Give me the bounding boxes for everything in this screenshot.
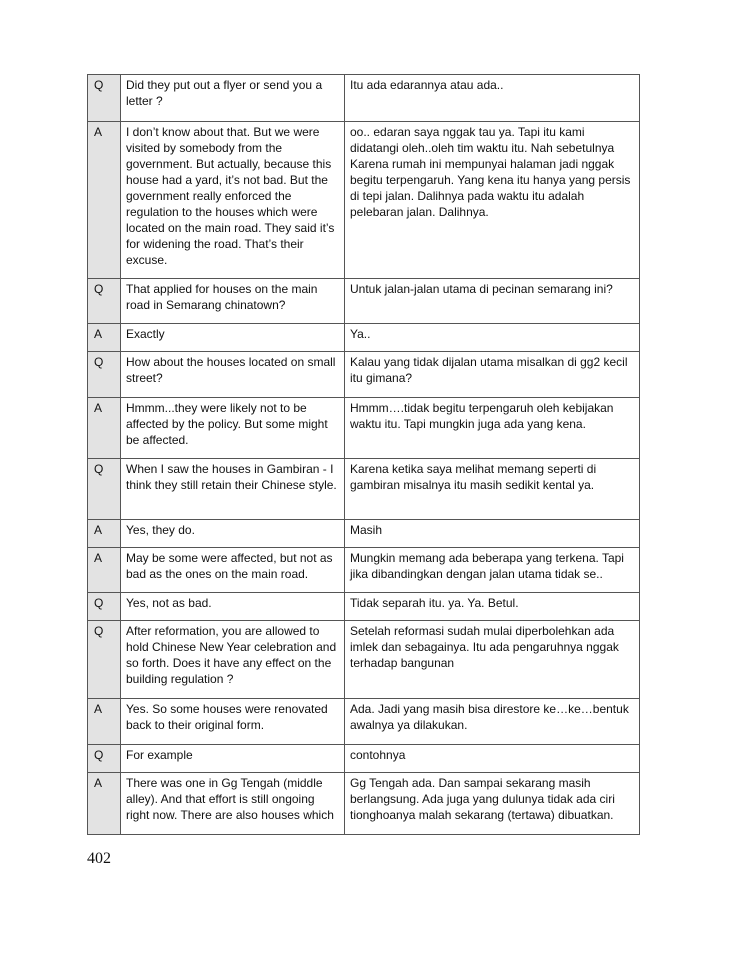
table-row bbox=[88, 75, 640, 122]
indonesian-cell: Kalau yang tidak dijalan utama misalkan di gg2 kecil itu gimana? bbox=[345, 352, 640, 398]
table-row bbox=[88, 520, 640, 548]
table-row bbox=[88, 773, 640, 835]
table-row bbox=[88, 699, 640, 745]
speaker-cell: Q bbox=[88, 75, 121, 122]
english-cell: That applied for houses on the main road in Semarang chinatown? bbox=[121, 279, 345, 324]
english-cell: May be some were affected, but not as bad as the ones on the main road. bbox=[121, 548, 345, 593]
table-row bbox=[88, 122, 640, 279]
indonesian-cell: Untuk jalan-jalan utama di pecinan semarang ini? bbox=[345, 279, 640, 324]
english-cell: I don’t know about that. But we were visited by somebody from the government. But actually, because this house had a yard, it’s not bad. But the government really enforced the regulation to the houses which were located on the main road. They said it’s for widening the road. That’s their excuse. bbox=[121, 122, 345, 279]
indonesian-cell: Tidak separah itu. ya. Ya. Betul. bbox=[345, 593, 640, 621]
speaker-cell: A bbox=[88, 699, 121, 745]
english-cell: Did they put out a flyer or send you a letter ? bbox=[121, 75, 345, 122]
table-row bbox=[88, 621, 640, 699]
indonesian-cell: Hmmm….tidak begitu terpengaruh oleh kebijakan waktu itu. Tapi mungkin juga ada yang kena. bbox=[345, 398, 640, 459]
english-cell: Yes, they do. bbox=[121, 520, 345, 548]
speaker-cell: Q bbox=[88, 621, 121, 699]
transcript-table-wrapper bbox=[87, 74, 639, 835]
table-row bbox=[88, 548, 640, 593]
table-row bbox=[88, 279, 640, 324]
indonesian-cell: Setelah reformasi sudah mulai diperbolehkan ada imlek dan sebagainya. Itu ada pengaruhnya nggak terhadap bangunan bbox=[345, 621, 640, 699]
speaker-cell: Q bbox=[88, 279, 121, 324]
speaker-cell: Q bbox=[88, 593, 121, 621]
english-cell: Yes. So some houses were renovated back to their original form. bbox=[121, 699, 345, 745]
english-cell: Yes, not as bad. bbox=[121, 593, 345, 621]
speaker-cell: Q bbox=[88, 745, 121, 773]
transcript-table bbox=[87, 74, 640, 835]
indonesian-cell: contohnya bbox=[345, 745, 640, 773]
english-cell: How about the houses located on small street? bbox=[121, 352, 345, 398]
indonesian-cell: Karena ketika saya melihat memang seperti di gambiran misalnya itu masih sedikit kental ya. bbox=[345, 459, 640, 520]
speaker-cell: A bbox=[88, 398, 121, 459]
english-cell: Hmmm...they were likely not to be affected by the policy. But some might be affected. bbox=[121, 398, 345, 459]
indonesian-cell: Gg Tengah ada. Dan sampai sekarang masih berlangsung. Ada juga yang dulunya tidak ada ciri tionghoanya malah sekarang (tertawa) dibuatkan. bbox=[345, 773, 640, 835]
speaker-cell: A bbox=[88, 548, 121, 593]
english-cell: Exactly bbox=[121, 324, 345, 352]
indonesian-cell: oo.. edaran saya nggak tau ya. Tapi itu kami didatangi oleh..oleh tim waktu itu. Nah sebetulnya Karena rumah ini mempunyai halaman jadi nggak begitu terpengaruh. Yang kena itu hanya yang persis di tepi jalan. Dalihnya pada waktu itu adalah pelebaran jalan. Dalihnya. bbox=[345, 122, 640, 279]
table-row bbox=[88, 459, 640, 520]
speaker-cell: A bbox=[88, 773, 121, 835]
english-cell: When I saw the houses in Gambiran - I think they still retain their Chinese style. bbox=[121, 459, 345, 520]
indonesian-cell: Ada. Jadi yang masih bisa direstore ke…ke…bentuk awalnya ya dilakukan. bbox=[345, 699, 640, 745]
speaker-cell: Q bbox=[88, 459, 121, 520]
indonesian-cell: Ya.. bbox=[345, 324, 640, 352]
table-row bbox=[88, 398, 640, 459]
speaker-cell: Q bbox=[88, 352, 121, 398]
english-cell: For example bbox=[121, 745, 345, 773]
indonesian-cell: Masih bbox=[345, 520, 640, 548]
speaker-cell: A bbox=[88, 520, 121, 548]
english-cell: After reformation, you are allowed to hold Chinese New Year celebration and so forth. Does it have any effect on the building regulation ? bbox=[121, 621, 345, 699]
indonesian-cell: Mungkin memang ada beberapa yang terkena. Tapi jika dibandingkan dengan jalan utama tidak se.. bbox=[345, 548, 640, 593]
english-cell: There was one in Gg Tengah (middle alley). And that effort is still ongoing right now. There are also houses which bbox=[121, 773, 345, 835]
table-row bbox=[88, 593, 640, 621]
indonesian-cell: Itu ada edarannya atau ada.. bbox=[345, 75, 640, 122]
table-row bbox=[88, 324, 640, 352]
speaker-cell: A bbox=[88, 324, 121, 352]
speaker-cell: A bbox=[88, 122, 121, 279]
table-row bbox=[88, 745, 640, 773]
table-row bbox=[88, 352, 640, 398]
page-number: 402 bbox=[87, 850, 111, 867]
